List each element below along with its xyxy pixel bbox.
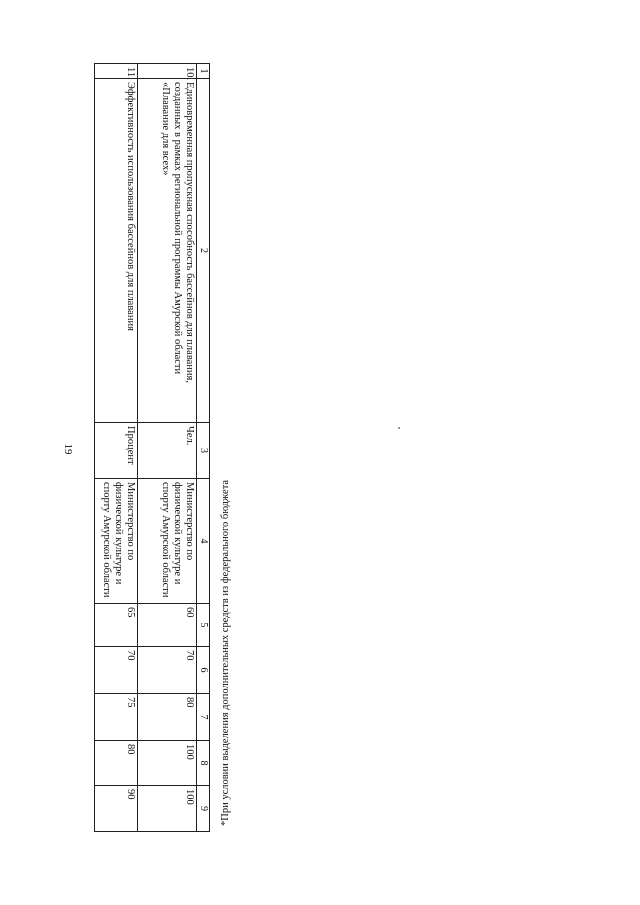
header-cell: 1 <box>197 64 210 79</box>
value-cell: 90 <box>95 786 138 832</box>
responsible-cell: Министерство по физической культуре и спорту Амурской области <box>95 479 138 604</box>
page-number: 19 <box>62 443 74 455</box>
indicator-cell: Эффективность использования бассейнов для плавания <box>95 79 138 423</box>
header-cell: 4 <box>197 479 210 604</box>
unit-cell: Чел. <box>138 423 197 479</box>
value-cell: 75 <box>95 694 138 741</box>
indicators-table <box>95 63 211 832</box>
value-cell: 70 <box>95 647 138 694</box>
header-cell: 7 <box>197 694 210 741</box>
value-cell: 65 <box>95 604 138 647</box>
header-cell: 3 <box>197 423 210 479</box>
header-cell: 6 <box>197 647 210 694</box>
table-row <box>138 64 197 832</box>
header-cell: 8 <box>197 741 210 786</box>
header-cell: 5 <box>197 604 210 647</box>
value-cell: 80 <box>138 694 197 741</box>
value-cell: 70 <box>138 647 197 694</box>
table-row <box>95 64 138 832</box>
footnote <box>220 479 240 846</box>
unit-cell: Процент <box>95 423 138 479</box>
footnote-text: *При условии выделения дополнительных средств из федерального бюджета <box>220 479 231 826</box>
header-cell: 2 <box>197 79 210 423</box>
table-header-row <box>197 64 210 832</box>
scan-speck <box>398 427 400 429</box>
indicator-cell: Единовременная пропускная способность бассейнов для плавания, созданных в рамках региональной программы Амурской области «Плавание для всех» <box>138 79 197 423</box>
row-number: 10. <box>138 64 197 79</box>
header-cell: 9 <box>197 786 210 832</box>
value-cell: 100 <box>138 741 197 786</box>
value-cell: 100 <box>138 786 197 832</box>
indicators-table-container <box>97 63 210 831</box>
responsible-cell: Министерство по физической культуре и спорту Амурской области <box>138 479 197 604</box>
value-cell: 80 <box>95 741 138 786</box>
row-number: 11. <box>95 64 138 79</box>
value-cell: 60 <box>138 604 197 647</box>
